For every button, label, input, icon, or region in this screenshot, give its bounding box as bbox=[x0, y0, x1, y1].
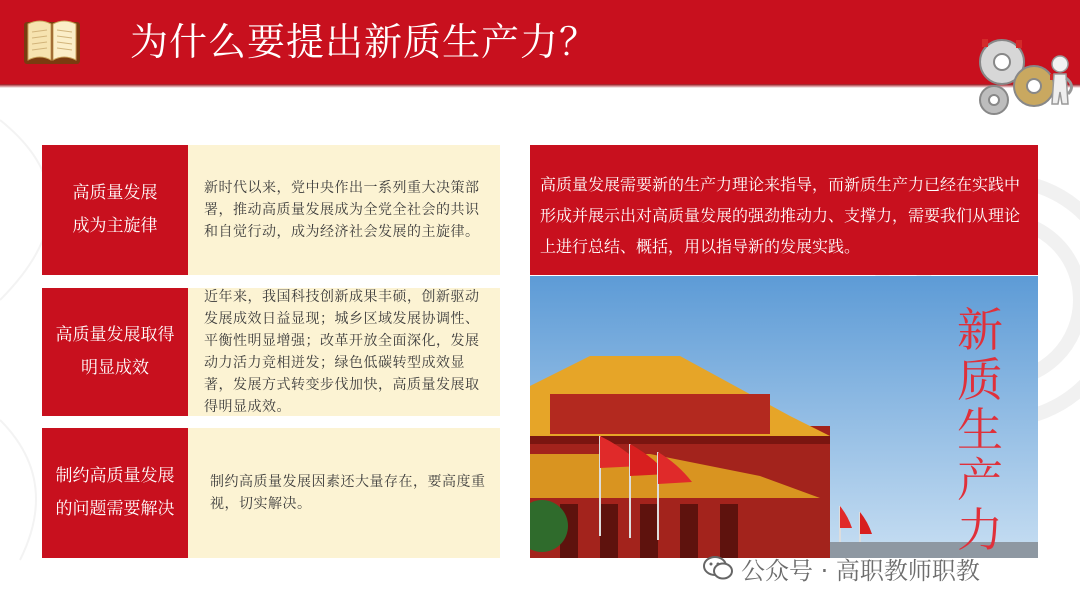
vertical-char: 产 bbox=[957, 453, 1003, 507]
row-high-quality-results bbox=[42, 288, 500, 416]
row-description-text: 制约高质量发展因素还大量存在，要高度重视，切实解决。 bbox=[210, 474, 486, 512]
row-label bbox=[42, 428, 188, 558]
vertical-char: 质 bbox=[957, 353, 1003, 407]
row-label bbox=[42, 145, 188, 275]
watermark bbox=[703, 550, 980, 586]
row-label-line: 的问题需要解决 bbox=[55, 499, 175, 519]
row-description-text: 近年来，我国科技创新成果丰硕，创新驱动发展成效日益显现；城乡区域发展协调性、平衡性明显增强；改革开放全面深化，发展动力活力竞相迸发；绿色低碳转型成效显著，发展方式转变步伐加快，高质量发展取得明显成效。 bbox=[204, 289, 480, 415]
row-label-line: 高质量发展取得 bbox=[55, 325, 175, 345]
page-title: 为什么要提出新质生产力？ bbox=[130, 20, 599, 64]
vertical-char: 生 bbox=[957, 403, 1003, 457]
wechat-icon bbox=[703, 555, 733, 581]
row-problems-to-solve bbox=[42, 428, 500, 558]
row-description bbox=[188, 288, 500, 416]
theory-guidance-box bbox=[530, 145, 1038, 275]
row-label-line: 高质量发展 bbox=[72, 183, 158, 203]
row-label-line: 制约高质量发展 bbox=[55, 466, 175, 486]
row-label-line: 明显成效 bbox=[81, 358, 149, 378]
watermark-text: 公众号 · 高职教师职教 bbox=[741, 556, 980, 585]
row-high-quality-mainstream bbox=[42, 145, 500, 275]
row-description bbox=[188, 145, 500, 275]
theory-guidance-text: 高质量发展需要新的生产力理论来指导，而新质生产力已经在实践中形成并展示出对高质量发展的强劲推动力、支撑力，需要我们从理论上进行总结、概括，用以指导新的发展实践。 bbox=[540, 175, 1021, 256]
gears-figure-icon bbox=[968, 34, 1078, 129]
open-book-icon bbox=[20, 14, 84, 70]
title-bar-shadow bbox=[0, 84, 1080, 88]
row-label bbox=[42, 288, 188, 416]
vertical-char: 力 bbox=[957, 503, 1003, 557]
vertical-char: 新 bbox=[957, 303, 1003, 357]
row-description bbox=[188, 428, 500, 558]
row-description-text: 新时代以来，党中央作出一系列重大决策部署，推动高质量发展成为全党全社会的共识和自觉行动，成为经济社会发展的主旋律。 bbox=[204, 180, 480, 240]
new-quality-productivity-vertical-text bbox=[950, 305, 1010, 555]
row-label-line: 成为主旋律 bbox=[72, 216, 158, 236]
